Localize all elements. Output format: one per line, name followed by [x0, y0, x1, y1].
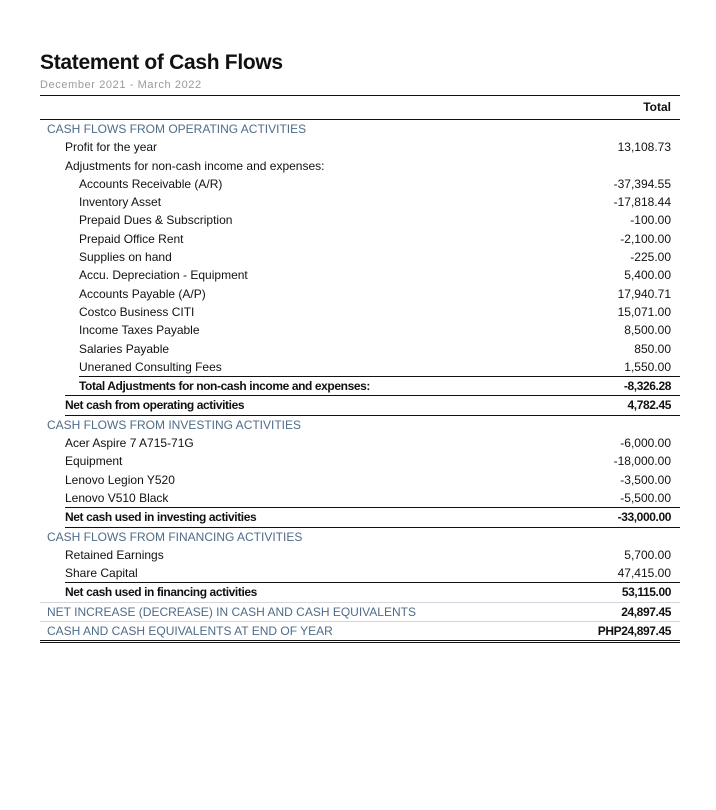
total-adjustments-row [79, 376, 680, 395]
table-row [40, 546, 680, 564]
row-label: Prepaid Office Rent [79, 231, 184, 246]
section-label: CASH FLOWS FROM INVESTING ACTIVITIES [47, 417, 302, 432]
row-amount: -8,326.28 [623, 379, 671, 394]
row-label: Equipment [65, 454, 123, 469]
cash-flow-table [40, 95, 680, 643]
row-amount: -33,000.00 [617, 510, 671, 525]
table-row [40, 230, 680, 248]
table-row [40, 266, 680, 284]
row-label: Acer Aspire 7 A715-71G [65, 436, 194, 451]
section-label: CASH FLOWS FROM FINANCING ACTIVITIES [47, 529, 303, 544]
row-label: Costco Business CITI [79, 304, 195, 319]
cash-end-of-year-row [40, 621, 680, 643]
row-label: Inventory Asset [79, 195, 162, 210]
row-label: NET INCREASE (DECREASE) IN CASH AND CASH EQUIVALENTS [47, 604, 416, 619]
investing-section-header [40, 416, 680, 434]
row-amount: -6,000.00 [620, 436, 671, 451]
row-label: Net cash used in financing activities [65, 585, 257, 600]
row-label: Net cash from operating activities [65, 398, 245, 413]
table-row [40, 340, 680, 358]
row-amount: 850.00 [634, 341, 671, 356]
profit-row [40, 138, 680, 156]
row-label: Lenovo Legion Y520 [65, 472, 175, 487]
adjustments-header-row [40, 157, 680, 175]
row-label: Retained Earnings [65, 547, 164, 562]
table-row [40, 193, 680, 211]
table-row [40, 489, 680, 507]
row-label: Accu. Depreciation - Equipment [79, 268, 248, 283]
row-amount: 53,115.00 [621, 585, 671, 600]
row-amount: -37,394.55 [613, 176, 671, 191]
row-label: Accounts Receivable (A/R) [79, 176, 223, 191]
row-label: Share Capital [65, 566, 138, 581]
row-label: Lenovo V510 Black [65, 490, 169, 505]
row-amount: -100.00 [630, 213, 671, 228]
report-period: December 2021 - March 2022 [40, 79, 202, 91]
table-row [40, 248, 680, 266]
row-amount: 24,897.45 [621, 604, 671, 619]
table-row [40, 358, 680, 376]
table-row [40, 321, 680, 339]
row-amount: -2,100.00 [620, 231, 671, 246]
report-title: Statement of Cash Flows [40, 51, 283, 74]
row-amount: 5,400.00 [624, 268, 671, 283]
row-amount: 47,415.00 [617, 566, 671, 581]
row-amount: -18,000.00 [613, 454, 671, 469]
row-amount: -17,818.44 [613, 195, 671, 210]
table-row [40, 452, 680, 470]
row-amount: 15,071.00 [617, 304, 671, 319]
row-label: Income Taxes Payable [79, 323, 200, 338]
row-label: Adjustments for non-cash income and expenses: [65, 158, 325, 173]
row-label: CASH AND CASH EQUIVALENTS AT END OF YEAR [47, 624, 333, 639]
row-amount: 5,700.00 [624, 547, 671, 562]
table-row [40, 285, 680, 303]
row-label: Total Adjustments for non-cash income and expenses: [79, 379, 370, 394]
row-amount: -5,500.00 [620, 490, 671, 505]
row-label: Net cash used in investing activities [65, 510, 257, 525]
table-row [40, 471, 680, 489]
row-amount: -3,500.00 [620, 472, 671, 487]
table-row [40, 211, 680, 229]
row-label: Prepaid Dues & Subscription [79, 213, 233, 228]
row-label: Salaries Payable [79, 341, 170, 356]
section-label: CASH FLOWS FROM OPERATING ACTIVITIES [47, 122, 307, 136]
row-amount: PHP24,897.45 [597, 624, 671, 639]
table-row [40, 175, 680, 193]
row-amount: 17,940.71 [617, 286, 671, 301]
row-label: Supplies on hand [79, 250, 172, 265]
net-operating-row [65, 395, 680, 415]
total-column-header: Total [643, 100, 671, 114]
operating-section-header [40, 120, 680, 138]
row-amount: -225.00 [630, 250, 671, 265]
row-label: Accounts Payable (A/P) [79, 286, 206, 301]
financing-section-header [40, 528, 680, 546]
row-amount: 8,500.00 [624, 323, 671, 338]
row-label: Uneraned Consulting Fees [79, 359, 222, 374]
table-header [40, 96, 680, 120]
row-amount: 1,550.00 [624, 359, 671, 374]
table-row [40, 303, 680, 321]
row-amount: 4,782.45 [627, 398, 671, 413]
net-financing-row [65, 582, 680, 601]
table-row [40, 434, 680, 452]
table-row [40, 564, 680, 582]
net-investing-row [65, 507, 680, 527]
row-amount: 13,108.73 [617, 140, 671, 155]
row-label: Profit for the year [65, 140, 158, 155]
net-increase-row [40, 602, 680, 621]
